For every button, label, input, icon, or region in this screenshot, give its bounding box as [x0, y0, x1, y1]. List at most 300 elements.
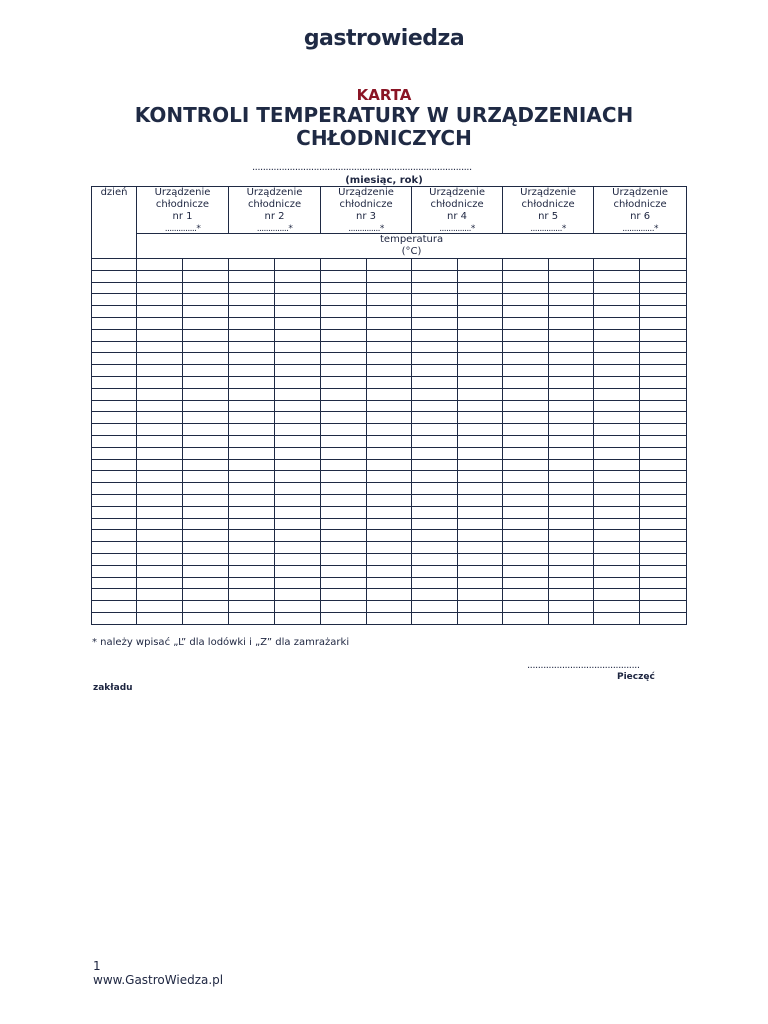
temperature-cell[interactable]: [183, 530, 229, 542]
temperature-cell[interactable]: [229, 553, 275, 565]
temperature-cell[interactable]: [321, 412, 367, 424]
temperature-cell[interactable]: [458, 341, 503, 353]
temperature-cell[interactable]: [137, 565, 183, 577]
temperature-cell[interactable]: [229, 294, 275, 306]
temperature-cell[interactable]: [458, 412, 503, 424]
temperature-cell[interactable]: [367, 542, 412, 554]
temperature-cell[interactable]: [183, 601, 229, 613]
temperature-cell[interactable]: [503, 424, 549, 436]
temperature-cell[interactable]: [594, 353, 640, 365]
temperature-cell[interactable]: [137, 282, 183, 294]
temperature-cell[interactable]: [137, 259, 183, 271]
temperature-cell[interactable]: [229, 412, 275, 424]
temperature-cell[interactable]: [367, 459, 412, 471]
temperature-cell[interactable]: [275, 424, 321, 436]
temperature-cell[interactable]: [275, 483, 321, 495]
temperature-cell[interactable]: [412, 577, 458, 589]
temperature-cell[interactable]: [367, 317, 412, 329]
temperature-cell[interactable]: [458, 601, 503, 613]
temperature-cell[interactable]: [183, 471, 229, 483]
temperature-cell[interactable]: [367, 447, 412, 459]
temperature-cell[interactable]: [183, 270, 229, 282]
temperature-cell[interactable]: [229, 388, 275, 400]
day-cell[interactable]: [92, 317, 137, 329]
temperature-cell[interactable]: [321, 577, 367, 589]
temperature-cell[interactable]: [321, 400, 367, 412]
temperature-cell[interactable]: [137, 530, 183, 542]
temperature-cell[interactable]: [229, 270, 275, 282]
day-cell[interactable]: [92, 435, 137, 447]
temperature-cell[interactable]: [229, 341, 275, 353]
day-cell[interactable]: [92, 518, 137, 530]
temperature-cell[interactable]: [412, 259, 458, 271]
temperature-cell[interactable]: [594, 530, 640, 542]
temperature-cell[interactable]: [549, 329, 594, 341]
temperature-cell[interactable]: [412, 294, 458, 306]
temperature-cell[interactable]: [229, 494, 275, 506]
temperature-cell[interactable]: [275, 329, 321, 341]
temperature-cell[interactable]: [367, 577, 412, 589]
temperature-cell[interactable]: [367, 494, 412, 506]
temperature-cell[interactable]: [549, 282, 594, 294]
temperature-cell[interactable]: [640, 424, 687, 436]
day-cell[interactable]: [92, 589, 137, 601]
temperature-cell[interactable]: [183, 341, 229, 353]
temperature-cell[interactable]: [594, 270, 640, 282]
temperature-cell[interactable]: [594, 601, 640, 613]
day-cell[interactable]: [92, 306, 137, 318]
temperature-cell[interactable]: [458, 306, 503, 318]
temperature-cell[interactable]: [137, 329, 183, 341]
temperature-cell[interactable]: [321, 376, 367, 388]
temperature-cell[interactable]: [367, 365, 412, 377]
temperature-cell[interactable]: [321, 483, 367, 495]
temperature-cell[interactable]: [183, 376, 229, 388]
temperature-cell[interactable]: [549, 518, 594, 530]
temperature-cell[interactable]: [183, 483, 229, 495]
temperature-cell[interactable]: [458, 259, 503, 271]
temperature-cell[interactable]: [412, 518, 458, 530]
temperature-cell[interactable]: [183, 306, 229, 318]
temperature-cell[interactable]: [412, 612, 458, 624]
temperature-cell[interactable]: [229, 424, 275, 436]
temperature-cell[interactable]: [275, 459, 321, 471]
temperature-cell[interactable]: [137, 506, 183, 518]
temperature-cell[interactable]: [321, 388, 367, 400]
temperature-cell[interactable]: [183, 259, 229, 271]
temperature-cell[interactable]: [549, 353, 594, 365]
temperature-cell[interactable]: [229, 612, 275, 624]
temperature-cell[interactable]: [503, 589, 549, 601]
temperature-cell[interactable]: [275, 388, 321, 400]
temperature-cell[interactable]: [183, 577, 229, 589]
temperature-cell[interactable]: [549, 400, 594, 412]
temperature-cell[interactable]: [275, 353, 321, 365]
temperature-cell[interactable]: [137, 577, 183, 589]
temperature-cell[interactable]: [640, 282, 687, 294]
temperature-cell[interactable]: [458, 353, 503, 365]
temperature-cell[interactable]: [229, 542, 275, 554]
temperature-cell[interactable]: [229, 282, 275, 294]
day-cell[interactable]: [92, 259, 137, 271]
temperature-cell[interactable]: [183, 553, 229, 565]
temperature-cell[interactable]: [503, 376, 549, 388]
temperature-cell[interactable]: [549, 376, 594, 388]
temperature-cell[interactable]: [594, 589, 640, 601]
temperature-cell[interactable]: [137, 341, 183, 353]
temperature-cell[interactable]: [137, 294, 183, 306]
temperature-cell[interactable]: [321, 447, 367, 459]
temperature-cell[interactable]: [549, 553, 594, 565]
temperature-cell[interactable]: [503, 294, 549, 306]
temperature-cell[interactable]: [229, 518, 275, 530]
temperature-cell[interactable]: [594, 412, 640, 424]
day-cell[interactable]: [92, 565, 137, 577]
temperature-cell[interactable]: [137, 306, 183, 318]
temperature-cell[interactable]: [321, 294, 367, 306]
temperature-cell[interactable]: [503, 565, 549, 577]
temperature-cell[interactable]: [594, 542, 640, 554]
temperature-cell[interactable]: [275, 270, 321, 282]
temperature-cell[interactable]: [229, 400, 275, 412]
temperature-cell[interactable]: [640, 518, 687, 530]
temperature-cell[interactable]: [549, 577, 594, 589]
temperature-cell[interactable]: [640, 412, 687, 424]
temperature-cell[interactable]: [458, 483, 503, 495]
temperature-cell[interactable]: [229, 329, 275, 341]
temperature-cell[interactable]: [137, 483, 183, 495]
temperature-cell[interactable]: [183, 424, 229, 436]
temperature-cell[interactable]: [321, 459, 367, 471]
temperature-cell[interactable]: [594, 553, 640, 565]
temperature-cell[interactable]: [503, 612, 549, 624]
temperature-cell[interactable]: [321, 601, 367, 613]
temperature-cell[interactable]: [640, 589, 687, 601]
temperature-cell[interactable]: [275, 376, 321, 388]
temperature-cell[interactable]: [275, 565, 321, 577]
temperature-cell[interactable]: [458, 565, 503, 577]
temperature-cell[interactable]: [503, 412, 549, 424]
temperature-cell[interactable]: [458, 612, 503, 624]
temperature-cell[interactable]: [640, 612, 687, 624]
temperature-cell[interactable]: [367, 518, 412, 530]
temperature-cell[interactable]: [594, 518, 640, 530]
temperature-cell[interactable]: [640, 483, 687, 495]
temperature-cell[interactable]: [503, 353, 549, 365]
temperature-cell[interactable]: [549, 506, 594, 518]
temperature-cell[interactable]: [594, 435, 640, 447]
temperature-cell[interactable]: [458, 317, 503, 329]
temperature-cell[interactable]: [458, 471, 503, 483]
day-cell[interactable]: [92, 270, 137, 282]
temperature-cell[interactable]: [640, 259, 687, 271]
temperature-cell[interactable]: [367, 294, 412, 306]
temperature-cell[interactable]: [412, 353, 458, 365]
day-cell[interactable]: [92, 353, 137, 365]
temperature-cell[interactable]: [183, 388, 229, 400]
temperature-cell[interactable]: [640, 329, 687, 341]
temperature-cell[interactable]: [549, 424, 594, 436]
temperature-cell[interactable]: [549, 435, 594, 447]
temperature-cell[interactable]: [367, 435, 412, 447]
day-cell[interactable]: [92, 376, 137, 388]
temperature-cell[interactable]: [137, 376, 183, 388]
temperature-cell[interactable]: [183, 400, 229, 412]
temperature-cell[interactable]: [412, 412, 458, 424]
temperature-cell[interactable]: [640, 565, 687, 577]
day-cell[interactable]: [92, 400, 137, 412]
day-cell[interactable]: [92, 577, 137, 589]
temperature-cell[interactable]: [183, 494, 229, 506]
temperature-cell[interactable]: [137, 412, 183, 424]
temperature-cell[interactable]: [594, 506, 640, 518]
temperature-cell[interactable]: [321, 589, 367, 601]
temperature-cell[interactable]: [229, 506, 275, 518]
temperature-cell[interactable]: [137, 553, 183, 565]
temperature-cell[interactable]: [640, 553, 687, 565]
day-cell[interactable]: [92, 341, 137, 353]
temperature-cell[interactable]: [503, 282, 549, 294]
temperature-cell[interactable]: [412, 601, 458, 613]
temperature-cell[interactable]: [367, 471, 412, 483]
temperature-cell[interactable]: [367, 376, 412, 388]
temperature-cell[interactable]: [458, 530, 503, 542]
day-cell[interactable]: [92, 294, 137, 306]
temperature-cell[interactable]: [412, 341, 458, 353]
temperature-cell[interactable]: [549, 542, 594, 554]
temperature-cell[interactable]: [503, 341, 549, 353]
temperature-cell[interactable]: [640, 577, 687, 589]
temperature-cell[interactable]: [549, 483, 594, 495]
temperature-cell[interactable]: [503, 530, 549, 542]
temperature-cell[interactable]: [458, 553, 503, 565]
temperature-cell[interactable]: [640, 542, 687, 554]
temperature-cell[interactable]: [275, 341, 321, 353]
temperature-cell[interactable]: [183, 506, 229, 518]
temperature-cell[interactable]: [137, 471, 183, 483]
temperature-cell[interactable]: [321, 353, 367, 365]
temperature-cell[interactable]: [640, 294, 687, 306]
temperature-cell[interactable]: [367, 282, 412, 294]
temperature-cell[interactable]: [367, 589, 412, 601]
temperature-cell[interactable]: [137, 612, 183, 624]
temperature-cell[interactable]: [412, 565, 458, 577]
temperature-cell[interactable]: [412, 424, 458, 436]
temperature-cell[interactable]: [367, 612, 412, 624]
temperature-cell[interactable]: [412, 329, 458, 341]
temperature-cell[interactable]: [458, 424, 503, 436]
temperature-cell[interactable]: [458, 589, 503, 601]
temperature-cell[interactable]: [367, 553, 412, 565]
temperature-cell[interactable]: [412, 435, 458, 447]
temperature-cell[interactable]: [229, 565, 275, 577]
temperature-cell[interactable]: [367, 412, 412, 424]
temperature-cell[interactable]: [640, 306, 687, 318]
temperature-cell[interactable]: [549, 306, 594, 318]
temperature-cell[interactable]: [503, 518, 549, 530]
temperature-cell[interactable]: [367, 424, 412, 436]
temperature-cell[interactable]: [229, 353, 275, 365]
temperature-cell[interactable]: [458, 282, 503, 294]
temperature-cell[interactable]: [137, 542, 183, 554]
day-cell[interactable]: [92, 424, 137, 436]
temperature-cell[interactable]: [367, 259, 412, 271]
temperature-cell[interactable]: [640, 400, 687, 412]
temperature-cell[interactable]: [594, 294, 640, 306]
day-cell[interactable]: [92, 282, 137, 294]
temperature-cell[interactable]: [549, 530, 594, 542]
temperature-cell[interactable]: [229, 577, 275, 589]
temperature-cell[interactable]: [321, 317, 367, 329]
temperature-cell[interactable]: [367, 306, 412, 318]
temperature-cell[interactable]: [640, 435, 687, 447]
temperature-cell[interactable]: [321, 282, 367, 294]
temperature-cell[interactable]: [594, 577, 640, 589]
temperature-cell[interactable]: [412, 494, 458, 506]
temperature-cell[interactable]: [458, 577, 503, 589]
temperature-cell[interactable]: [137, 353, 183, 365]
temperature-cell[interactable]: [275, 530, 321, 542]
temperature-cell[interactable]: [458, 506, 503, 518]
temperature-cell[interactable]: [549, 294, 594, 306]
temperature-cell[interactable]: [549, 259, 594, 271]
day-cell[interactable]: [92, 612, 137, 624]
temperature-cell[interactable]: [458, 388, 503, 400]
day-cell[interactable]: [92, 329, 137, 341]
temperature-cell[interactable]: [275, 506, 321, 518]
temperature-cell[interactable]: [549, 612, 594, 624]
temperature-cell[interactable]: [321, 565, 367, 577]
temperature-cell[interactable]: [275, 317, 321, 329]
temperature-cell[interactable]: [594, 612, 640, 624]
temperature-cell[interactable]: [549, 270, 594, 282]
temperature-cell[interactable]: [321, 329, 367, 341]
temperature-cell[interactable]: [321, 542, 367, 554]
temperature-cell[interactable]: [183, 612, 229, 624]
temperature-cell[interactable]: [594, 388, 640, 400]
day-cell[interactable]: [92, 388, 137, 400]
temperature-cell[interactable]: [594, 483, 640, 495]
day-cell[interactable]: [92, 601, 137, 613]
temperature-cell[interactable]: [183, 365, 229, 377]
temperature-cell[interactable]: [137, 400, 183, 412]
temperature-cell[interactable]: [549, 494, 594, 506]
temperature-cell[interactable]: [367, 388, 412, 400]
temperature-cell[interactable]: [229, 471, 275, 483]
temperature-cell[interactable]: [594, 341, 640, 353]
temperature-cell[interactable]: [137, 435, 183, 447]
temperature-cell[interactable]: [503, 259, 549, 271]
temperature-cell[interactable]: [503, 483, 549, 495]
temperature-cell[interactable]: [275, 471, 321, 483]
temperature-cell[interactable]: [594, 317, 640, 329]
temperature-cell[interactable]: [183, 542, 229, 554]
temperature-cell[interactable]: [183, 353, 229, 365]
temperature-cell[interactable]: [503, 306, 549, 318]
temperature-cell[interactable]: [503, 400, 549, 412]
temperature-cell[interactable]: [137, 270, 183, 282]
temperature-cell[interactable]: [458, 294, 503, 306]
temperature-cell[interactable]: [183, 317, 229, 329]
temperature-cell[interactable]: [458, 542, 503, 554]
temperature-cell[interactable]: [503, 329, 549, 341]
temperature-cell[interactable]: [137, 365, 183, 377]
temperature-cell[interactable]: [412, 365, 458, 377]
temperature-cell[interactable]: [458, 459, 503, 471]
temperature-cell[interactable]: [321, 365, 367, 377]
temperature-cell[interactable]: [229, 365, 275, 377]
temperature-cell[interactable]: [412, 459, 458, 471]
temperature-cell[interactable]: [183, 435, 229, 447]
day-cell[interactable]: [92, 459, 137, 471]
temperature-cell[interactable]: [137, 317, 183, 329]
temperature-cell[interactable]: [412, 542, 458, 554]
temperature-cell[interactable]: [275, 400, 321, 412]
temperature-cell[interactable]: [229, 376, 275, 388]
temperature-cell[interactable]: [137, 459, 183, 471]
temperature-cell[interactable]: [594, 376, 640, 388]
temperature-cell[interactable]: [275, 282, 321, 294]
temperature-cell[interactable]: [229, 601, 275, 613]
temperature-cell[interactable]: [367, 400, 412, 412]
temperature-cell[interactable]: [321, 341, 367, 353]
temperature-cell[interactable]: [503, 506, 549, 518]
temperature-cell[interactable]: [458, 329, 503, 341]
temperature-cell[interactable]: [412, 447, 458, 459]
temperature-cell[interactable]: [412, 376, 458, 388]
temperature-cell[interactable]: [594, 447, 640, 459]
temperature-cell[interactable]: [137, 601, 183, 613]
temperature-cell[interactable]: [594, 306, 640, 318]
day-cell[interactable]: [92, 483, 137, 495]
temperature-cell[interactable]: [275, 589, 321, 601]
temperature-cell[interactable]: [275, 518, 321, 530]
temperature-cell[interactable]: [503, 494, 549, 506]
temperature-cell[interactable]: [594, 459, 640, 471]
temperature-cell[interactable]: [367, 341, 412, 353]
temperature-cell[interactable]: [458, 494, 503, 506]
temperature-cell[interactable]: [367, 353, 412, 365]
temperature-cell[interactable]: [367, 601, 412, 613]
temperature-cell[interactable]: [275, 412, 321, 424]
day-cell[interactable]: [92, 530, 137, 542]
temperature-cell[interactable]: [412, 400, 458, 412]
temperature-cell[interactable]: [412, 506, 458, 518]
temperature-cell[interactable]: [229, 306, 275, 318]
temperature-cell[interactable]: [412, 306, 458, 318]
day-cell[interactable]: [92, 447, 137, 459]
temperature-cell[interactable]: [137, 424, 183, 436]
temperature-cell[interactable]: [229, 530, 275, 542]
temperature-cell[interactable]: [503, 601, 549, 613]
temperature-cell[interactable]: [229, 317, 275, 329]
temperature-cell[interactable]: [640, 376, 687, 388]
temperature-cell[interactable]: [183, 329, 229, 341]
temperature-cell[interactable]: [458, 447, 503, 459]
temperature-cell[interactable]: [458, 435, 503, 447]
day-cell[interactable]: [92, 471, 137, 483]
temperature-cell[interactable]: [594, 400, 640, 412]
temperature-cell[interactable]: [321, 270, 367, 282]
temperature-cell[interactable]: [275, 294, 321, 306]
temperature-cell[interactable]: [229, 483, 275, 495]
temperature-cell[interactable]: [183, 412, 229, 424]
temperature-cell[interactable]: [503, 542, 549, 554]
temperature-cell[interactable]: [412, 530, 458, 542]
temperature-cell[interactable]: [458, 518, 503, 530]
temperature-cell[interactable]: [412, 388, 458, 400]
temperature-cell[interactable]: [275, 259, 321, 271]
